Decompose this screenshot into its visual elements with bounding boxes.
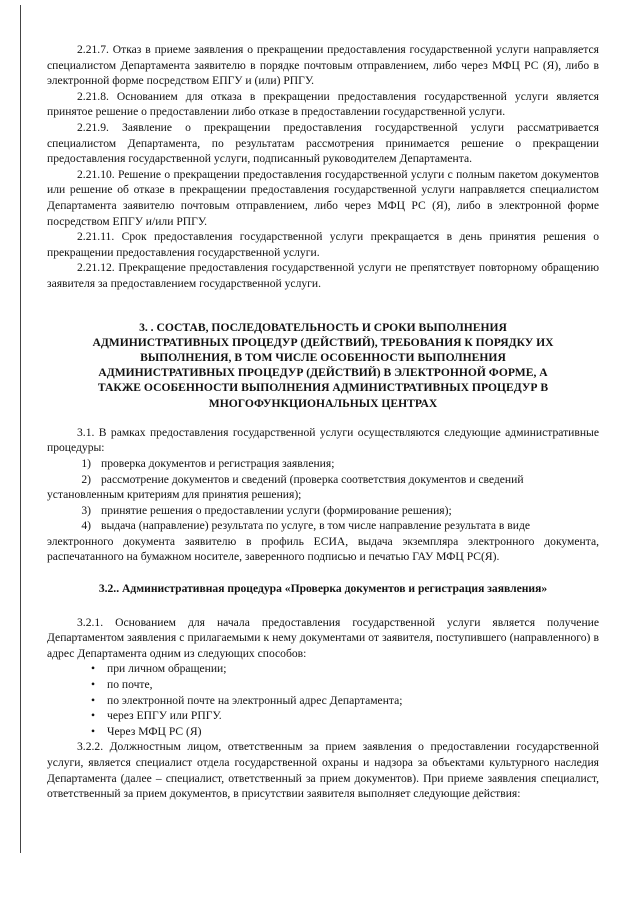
paragraph-3-2-1: 3.2.1. Основанием для начала предоставления государственной услуги является получение Департаментом заявления с прилагаемыми к нему документами от заявителя, поступившего (направленного) в адрес Департамента одним из следующих способов: [47,615,599,660]
procedure-text: проверка документов и регистрация заявления; [101,456,335,470]
list-item [47,693,599,709]
procedure-list [47,456,599,565]
paragraph-2-21-10: 2.21.10. Решение о прекращении предоставления государственной услуги с полным пакетом документов или решение об отказе в прекращении предоставления государственной услуги направляется специалистом Департамента заявителю почтовым отправлением, либо через МФЦ РС (Я), либо в электронной форме посредством ЕПГУ и/или РПГУ. [47,167,599,228]
procedure-number: 2) [81,472,91,486]
bullet-icon: • [90,693,95,707]
list-item-text: Через МФЦ РС (Я) [107,724,202,738]
procedure-number: 3) [81,503,91,517]
paragraph-2-21-11: 2.21.11. Срок предоставления государственной услуги прекращается в день принятия решения о прекращении предоставления государственной услуги. [47,230,599,259]
procedure-item-4 [47,518,599,534]
paragraph-3-2-2: 3.2.2. Должностным лицом, ответственным за прием заявления о предоставлении государственной услуги, является специалист отдела государственной охраны и надзора за объектами культурного наследия Департамента (далее – специалист, ответственный за прием документов). При приеме заявления специалист, ответственный за прием документов, в присутствии заявителя выполняет следующие действия: [47,740,599,801]
submission-methods-list [47,661,599,739]
bullet-icon: • [90,709,95,723]
procedure-text-continued: электронного документа заявителю в профиль ЕСИА, выдача экземпляра электронного документа, распечатанного на бумажном носителе, заверенного подписью и печатью ГАУ МФЦ РС(Я). [47,534,599,564]
list-item [47,677,599,693]
procedure-item-3 [47,503,599,519]
bullet-icon: • [90,678,95,692]
margin-rule [20,5,21,853]
procedure-number: 4) [81,519,91,533]
procedure-text: выдача (направление) результата по услуге, в том числе направление результата в виде [101,519,531,533]
list-item-text: через ЕПГУ или РПГУ. [107,709,222,723]
procedure-text-continued: установленным критериям для принятия решения); [47,488,302,502]
list-item-text: по почте, [107,678,153,692]
section-3-1-intro: 3.1. В рамках предоставления государственной услуги осуществляются следующие административные процедуры: [47,425,599,455]
bullet-icon: • [90,724,95,738]
paragraph-2-21-7: 2.21.7. Отказ в приеме заявления о прекращении предоставления государственной услуги направляется специалистом Департамента заявителю в порядке почтовым отправлением, либо через МФЦ РС (Я), либо в электронной форме посредством ЕПГУ и (или) РПГУ. [47,43,599,88]
procedure-number: 1) [81,456,91,470]
procedure-text: принятие решения о предоставлении услуги (формирование решения); [101,503,452,517]
procedure-item-2 [47,472,599,488]
section-3-heading: 3. . СОСТАВ, ПОСЛЕДОВАТЕЛЬНОСТЬ И СРОКИ ВЫПОЛНЕНИЯ АДМИНИСТРАТИВНЫХ ПРОЦЕДУР (ДЕЙСТВИЙ), ТРЕБОВАНИЯ К ПОРЯДКУ ИХ ВЫПОЛНЕНИЯ, В ТОМ ЧИСЛЕ ОСОБЕННОСТИ ВЫПОЛНЕНИЯ АДМИНИСТРАТИВНЫХ ПРОЦЕДУР (ДЕЙСТВИЙ) В ЭЛЕКТРОННОЙ ФОРМЕ, А ТАКЖЕ ОСОБЕННОСТИ ВЫПОЛНЕНИЯ АДМИНИСТРАТИВНЫХ ПРОЦЕДУР В МНОГОФУНКЦИОНАЛЬНЫХ ЦЕНТРАХ [92,320,554,410]
paragraph-2-21-9: 2.21.9. Заявление о прекращении предоставления государственной услуги рассматривается специалистом Департамента, по результатам рассмотрения принимается решение о прекращении предоставления государственной услуги, подписанный руководителем Департамента. [47,120,599,166]
list-item-text: при личном обращении; [107,662,227,676]
paragraph-2-21-12: 2.21.12. Прекращение предоставления государственной услуги не препятствует повторному обращению заявителя за предоставлением государственной услуги. [47,261,599,290]
list-item [47,708,599,724]
bullet-icon: • [90,662,95,676]
procedure-text: рассмотрение документов и сведений (проверка соответствия документов и сведений [101,472,524,486]
list-item [47,661,599,677]
list-item [47,724,599,740]
procedure-item-1 [47,456,599,472]
document-body [47,42,599,802]
section-3-2-heading: 3.2.. Административная процедура «Проверка документов и регистрация заявления» [98,582,548,596]
paragraph-2-21-8: 2.21.8. Основанием для отказа в прекращении предоставления государственной услуги является принятое решение о предоставлении либо отказе в предоставлении государственной услуги. [47,89,599,119]
list-item-text: по электронной почте на электронный адрес Департамента; [107,693,403,707]
